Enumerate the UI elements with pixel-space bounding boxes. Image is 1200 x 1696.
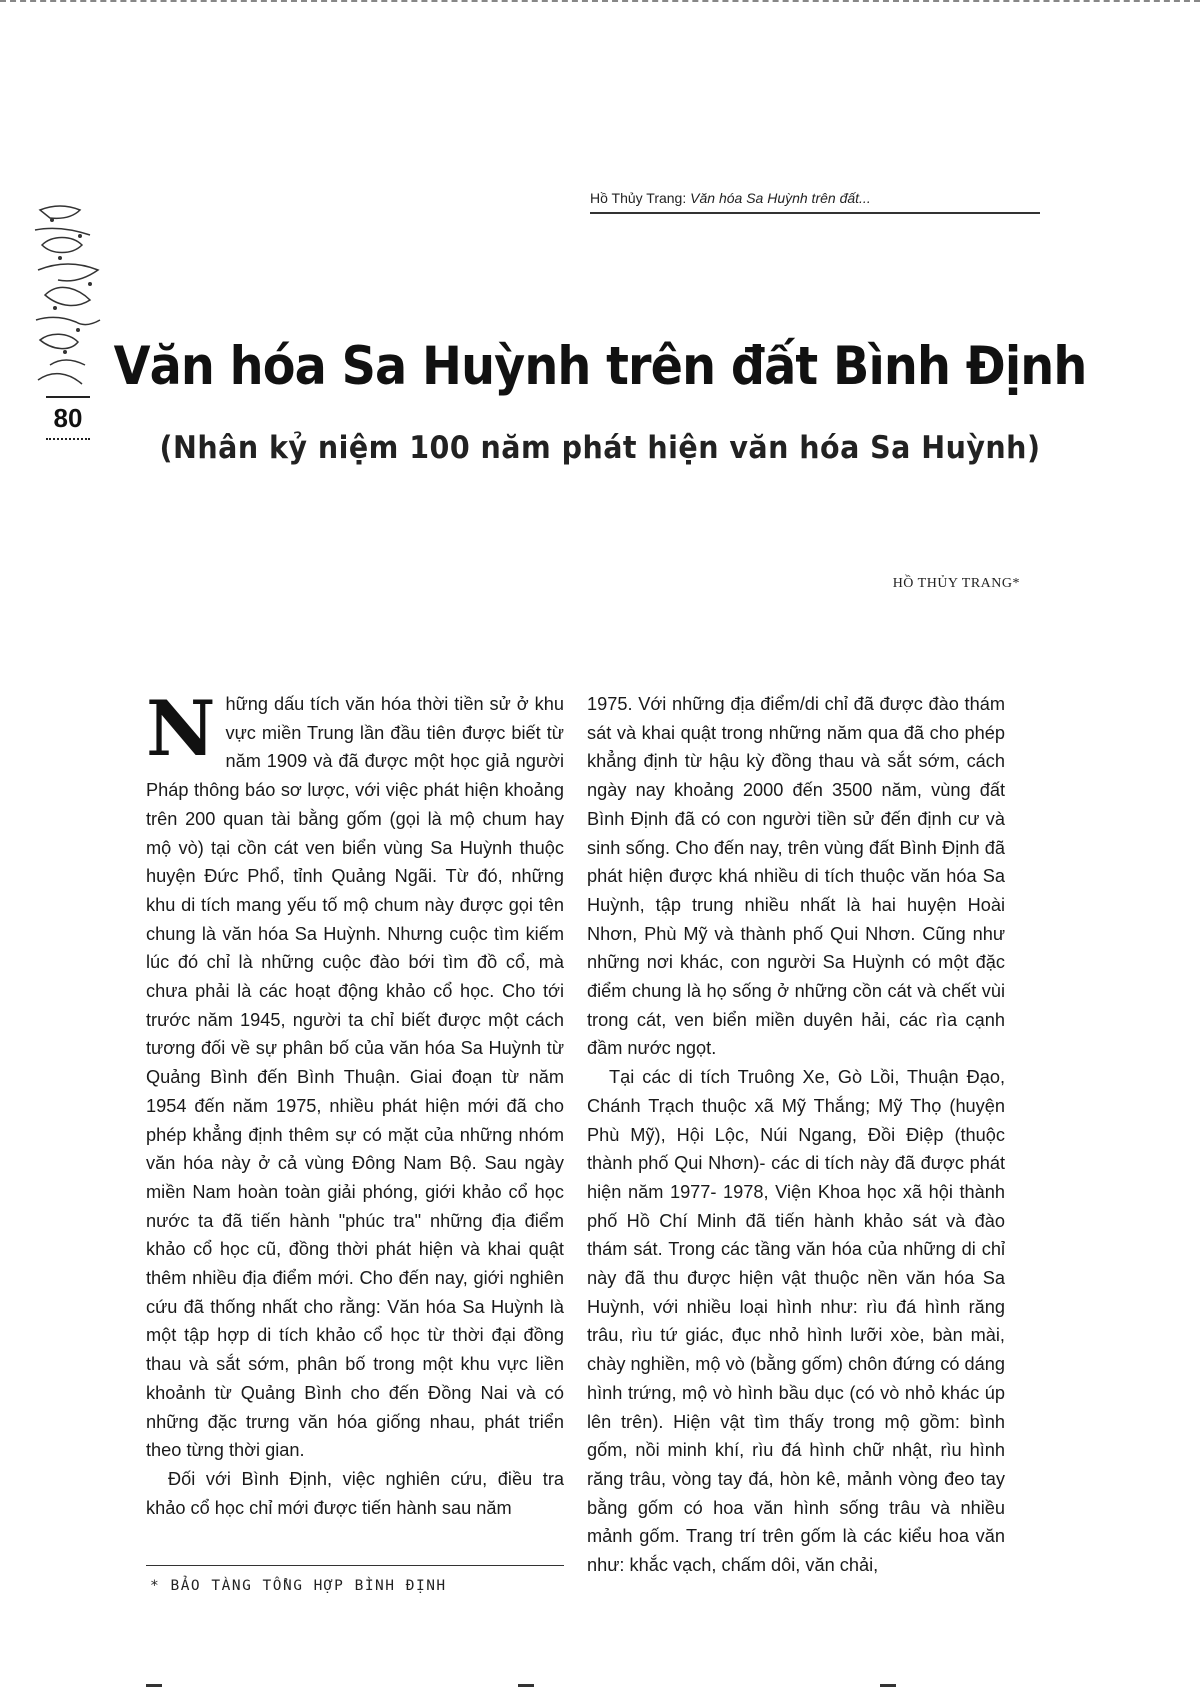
page-number: 80: [46, 396, 90, 440]
paragraph-intro-text: hững dấu tích văn hóa thời tiền sử ở khu vực miền Trung lần đầu tiên được biết từ năm 1909 và đã được một học giả người Pháp thông báo sơ lược, với việc phát hiện khoảng trên 200 quan tài bằng gốm (gọi là mộ chum hay mộ vò) tại cồn cát ven biển vùng Sa Huỳnh thuộc huyện Đức Phổ, tỉnh Quảng Ngãi. Từ đó, những khu di tích mang yếu tố mộ chum này được gọi tên chung là văn hóa Sa Huỳnh. Nhưng cuộc tìm kiếm lúc đó chỉ là những cuộc đào bới tìm đồ cổ, mà chưa phải là các hoạt động khảo cổ học. Cho tới trước năm 1945, người ta chỉ biết được một cách tương đối về sự phân bố của văn hóa Sa Huỳnh từ Quảng Bình đến Bình Thuận. Giai đoạn từ năm 1954 đến năm 1975, nhiều phát hiện mới đã cho phép khẳng định thêm sự có mặt của những nhóm văn hóa này ở cả vùng Đông Nam Bộ. Sau ngày miền Nam hoàn toàn giải phóng, giới khảo cổ học nước ta đã tiến hành "phúc tra" những địa điểm khảo cổ học cũ, đồng thời phát hiện và khai quật thêm nhiều địa điểm mới. Cho đến nay, giới nghiên cứu đã thống nhất cho rằng: Văn hóa Sa Huỳnh là một tập hợp di tích khảo cổ học từ thời đại đồng thau và sắt sớm, phân bố trong một khu vực liền khoảnh từ Quảng Bình cho đến Đồng Nai và có những đặc trưng văn hóa giống nhau, phát triển theo từng thời gian.: [146, 694, 564, 1461]
author-byline: HỒ THỦY TRANG*: [892, 576, 1020, 591]
drop-cap: N: [146, 684, 216, 773]
running-header-author: Hồ Thủy Trang:: [590, 190, 687, 206]
running-header: [590, 190, 1040, 214]
scan-bottom-marks: [0, 1684, 1200, 1688]
running-header-title: Văn hóa Sa Huỳnh trên đất...: [690, 190, 871, 206]
paragraph-continuation: 1975. Với những địa điểm/di chỉ đã được đào thám sát và khai quật trong những năm qua đã cho phép khẳng định từ hậu kỳ đồng thau và sắt sớm, cách ngày nay khoảng 2000 đến 3500 năm, vùng đất Bình Định đã có con người tiền sử đến định cư và sinh sống. Cho đến nay, trên vùng đất Bình Định đã phát hiện được khá nhiều di tích thuộc văn hóa Sa Huỳnh, tập trung nhiều nhất là hai huyện Hoài Nhơn, Phù Mỹ và thành phố Qui Nhơn. Cũng như những nơi khác, con người Sa Huỳnh có một đặc điểm chung là họ sống ở những cồn cát và chết vùi trong cát, ven biển miền duyên hải, các rìa cạnh đầm nước ngọt.: [587, 694, 1005, 1059]
footnote-divider: [146, 1565, 564, 1566]
article-subtitle: (Nhân kỷ niệm 100 năm phát hiện văn hóa Sa Huỳnh): [159, 430, 1041, 466]
text-column-left: [146, 684, 564, 1522]
paragraph-intro: [146, 684, 564, 1465]
article-title: Văn hóa Sa Huỳnh trên đất Bình Định: [113, 336, 1087, 397]
scan-edge-marks: [0, 0, 1200, 8]
paragraph-binh-dinh: Đối với Bình Định, việc nghiên cứu, điều tra khảo cổ học chỉ mới được tiến hành sau năm: [146, 1468, 564, 1518]
footnote: * BẢO TÀNG TỔNG HỢP BÌNH ĐỊNH: [150, 1578, 447, 1594]
text-column-right: [587, 690, 1005, 1580]
paragraph-sites: Tại các di tích Truông Xe, Gò Lồi, Thuận Đạo, Chánh Trạch thuộc xã Mỹ Thắng; Mỹ Thọ (huyện Phù Mỹ), Hội Lộc, Núi Ngang, Đồi Điệp (thuộc thành phố Qui Nhơn)- các di tích này đã được phát hiện năm 1977- 1978, Viện Khoa học xã hội thành phố Hồ Chí Minh đã tiến hành khảo sát và đào thám sát. Trong các tầng văn hóa của những di chỉ này đã thu được hiện vật thuộc nền văn hóa Sa Huỳnh, với nhiều loại hình như: rìu đá hình răng trâu, rìu tứ giác, đục nhỏ hình lưỡi xòe, bàn mài, chày nghiền, mộ vò (bằng gốm) chôn đứng có dáng hình trứng, mộ vò hình bầu dục (có vò nhỏ khác úp lên trên). Hiện vật tìm thấy trong mộ gồm: bình gốm, nồi minh khí, rìu đá hình chữ nhật, rìu hình răng trâu, vòng tay đá, hòn kê, mảnh vòng đeo tay bằng gốm có hoa văn hình sống trâu và nhiều mảnh gốm. Trang trí trên gốm là các kiểu hoa văn như: khắc vạch, chấm dôi, văn chải,: [587, 1067, 1005, 1576]
